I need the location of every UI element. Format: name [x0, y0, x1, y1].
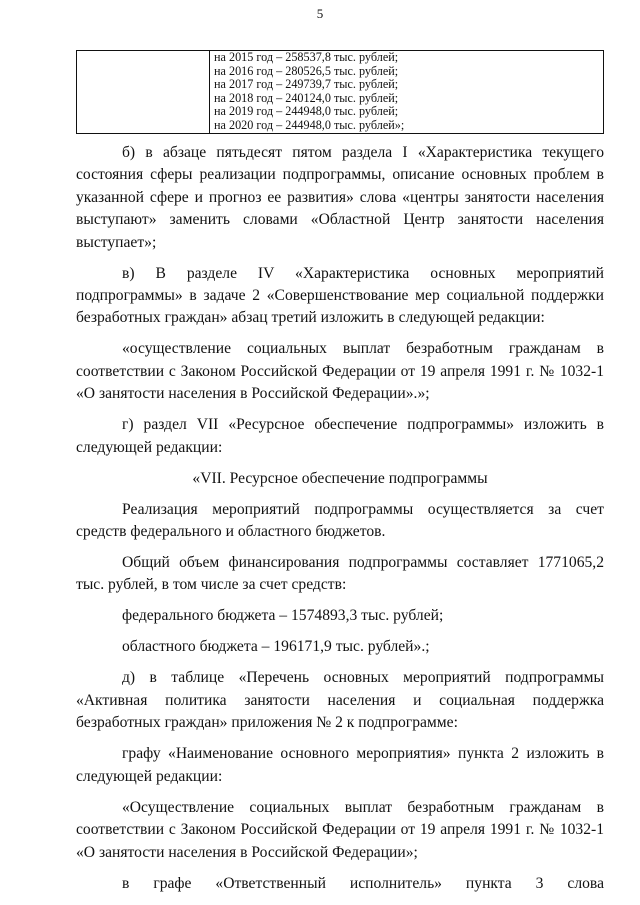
page-number: 5: [316, 6, 324, 21]
funding-line-2018: на 2018 год – 240124,0 тыс. рублей;: [214, 90, 399, 105]
paragraph-column-name: графу «Наименование основного мероприятия» пункта 2 изложить в следующей редакции:: [76, 745, 604, 785]
funding-line-2016: на 2016 год – 280526,5 тыс. рублей;: [214, 63, 399, 78]
paragraph-d: д) в таблице «Перечень основных мероприятий подпрограммы «Активная политика занятости населения и социальная поддержка безработных граждан» приложения № 2 к подпрограмме:: [76, 669, 604, 732]
paragraph-regional-budget: областного бюджета – 196171,9 тыс. рублей».;: [122, 638, 430, 656]
section-heading: «VII. Ресурсное обеспечение подпрограммы: [192, 469, 488, 487]
paragraph-federal-budget: федерального бюджета – 1574893,3 тыс. рублей;: [122, 607, 444, 625]
funding-line-2017: на 2017 год – 249739,7 тыс. рублей;: [214, 77, 399, 92]
funding-table: [76, 50, 604, 134]
funding-line-2020: на 2020 год – 244948,0 тыс. рублей»;: [214, 117, 405, 132]
funding-line-2015: на 2015 год – 258537,8 тыс. рублей;: [214, 50, 399, 64]
paragraph-quote-payments: «осуществление социальных выплат безработным гражданам в соответствии с Законом Российской Федерации от 19 апреля 1991 г. № 1032-1 «О занятости населения в Российской Федерации».»;: [76, 340, 604, 403]
paragraph-responsible: в графе «Ответственный исполнитель» пункта 3 слова: [122, 874, 604, 892]
table-empty-cell: [77, 51, 210, 134]
paragraph-total-funding: Общий объем финансирования подпрограммы составляет 1771065,2 тыс. рублей, в том числе за счет средств:: [76, 554, 604, 594]
paragraph-implementation: Реализация мероприятий подпрограммы осуществляется за счет средств федерального и областного бюджетов.: [76, 500, 604, 541]
table-row: [77, 51, 604, 134]
table-funding-cell: [210, 51, 604, 134]
funding-line-2019: на 2019 год – 244948,0 тыс. рублей;: [214, 104, 399, 119]
document-body: [76, 142, 604, 904]
paragraph-b: б) в абзаце пятьдесят пятом раздела I «Характеристика текущего состояния сферы реализации подпрограммы, описание основных проблем в указанной сфере и прогноз ее развития» слова «центры занятости населения выступают» заменить словами «Областной Центр занятости населения выступает»;: [76, 144, 604, 251]
paragraph-v: в) В разделе IV «Характеристика основных мероприятий подпрограммы» в задаче 2 «Совершенствование мер социальной поддержки безработных граждан» абзац третий изложить в следующей редакции:: [76, 264, 604, 327]
paragraph-g: г) раздел VII «Ресурсное обеспечение подпрограммы» изложить в следующей редакции:: [76, 416, 604, 456]
paragraph-quote-payments-2: «Осуществление социальных выплат безработным гражданам в соответствии с Законом Российской Федерации от 19 апреля 1991 г. № 1032-1 «О занятости населения в Российской Федерации»;: [76, 798, 604, 861]
